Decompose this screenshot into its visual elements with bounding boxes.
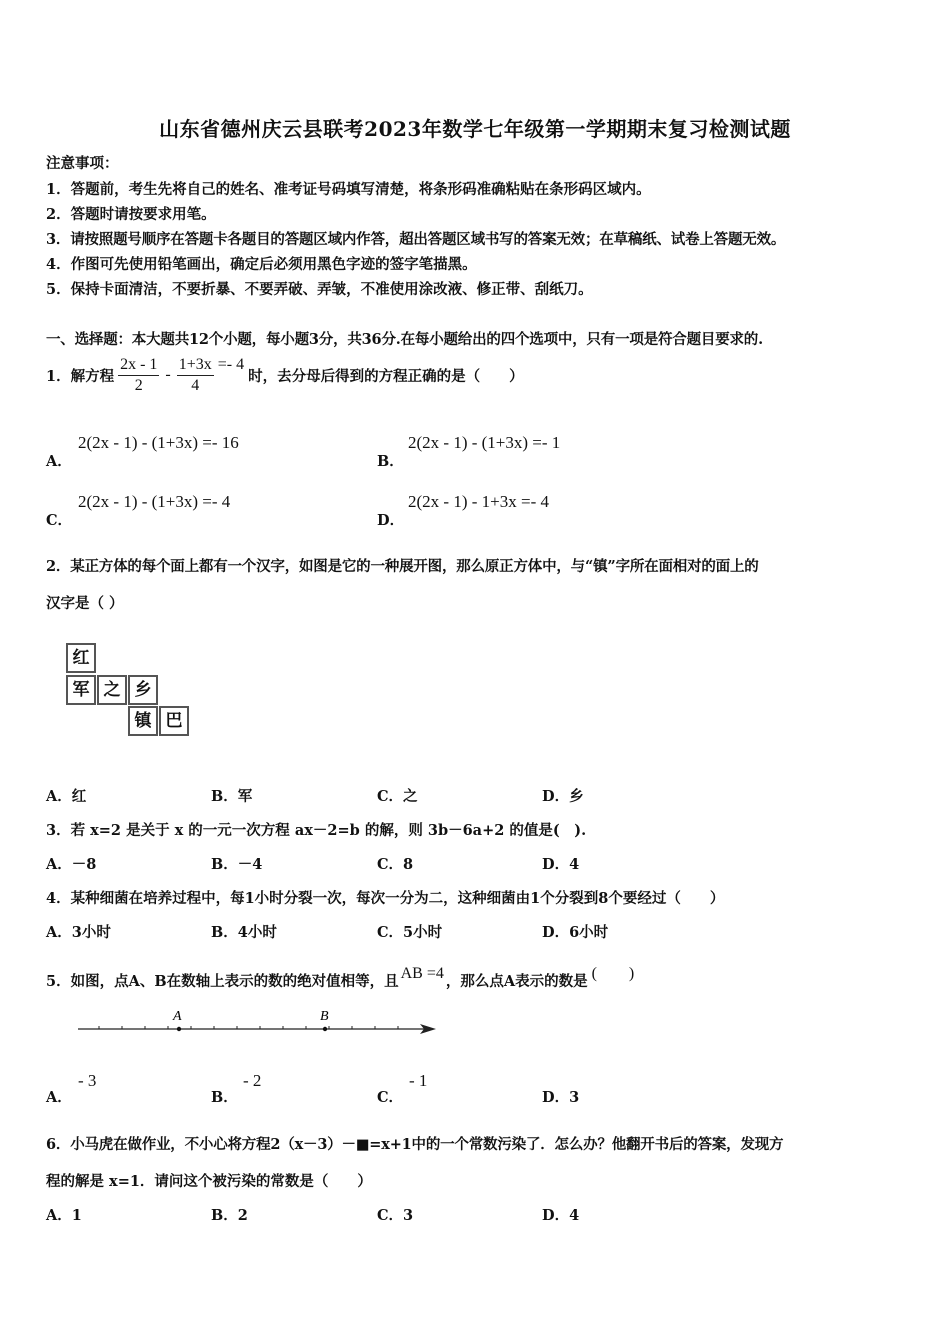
q1-option-a[interactable]: 2(2x - 1) - (1+3x) =- 16	[78, 433, 239, 452]
q1-fraction-1	[118, 355, 159, 396]
q3-option-b[interactable]: B．－4	[211, 856, 263, 873]
q1-prefix: 1．解方程	[46, 367, 115, 385]
q3-option-c[interactable]: C．8	[377, 856, 414, 873]
q3-option-a[interactable]: A．－8	[46, 856, 97, 873]
note-item: 5．保持卡面清洁，不要折暴、不要弄破、弄皱，不准使用涂改液、修正带、刮纸刀。	[46, 281, 593, 298]
q1-option-b-label[interactable]: B．	[377, 453, 404, 470]
number-line-figure	[70, 1000, 450, 1045]
question-5	[46, 965, 635, 991]
q1-option-c-label[interactable]: C．	[46, 512, 73, 529]
q4-option-c[interactable]: C．5小时	[377, 924, 443, 941]
q5-option-b-label[interactable]: B．	[211, 1089, 238, 1106]
q5-option-d[interactable]: D．3	[542, 1089, 580, 1106]
question-6: 6．小马虎在做作业，不小心将方程2（x－3）－■=x+1中的一个常数污染了．怎么办？他翻开书后的答案，发现方	[46, 1136, 784, 1153]
q5-option-c-label[interactable]: C．	[377, 1089, 404, 1106]
question-3: 3．若 x=2 是关于 x 的一元一次方程 ax－2=b 的解，则 3b－6a+2 的值是( ).	[46, 822, 587, 839]
q4-option-b[interactable]: B．4小时	[211, 924, 277, 941]
q6-option-c[interactable]: C．3	[377, 1207, 414, 1224]
q6-option-d[interactable]: D．4	[542, 1207, 580, 1224]
q5-option-a-label[interactable]: A．	[46, 1089, 72, 1106]
q3-option-d[interactable]: D．4	[542, 856, 580, 873]
net-cell: 之	[97, 675, 127, 705]
question-1	[46, 350, 524, 400]
q1-option-d[interactable]: 2(2x - 1) - 1+3x =- 4	[408, 492, 549, 511]
note-item: 3．请按照题号顺序在答题卡各题目的答题区域内作答，超出答题区域书写的答案无效；在草稿纸、试卷上答题无效。	[46, 231, 786, 248]
q6-option-a[interactable]: A．1	[46, 1207, 82, 1224]
note-item: 1．答题前，考生先将自己的姓名、准考证号码填写清楚，将条形码准确粘贴在条形码区域内。	[46, 181, 651, 198]
q2-option-a[interactable]: A．红	[46, 788, 87, 805]
q5-option-a[interactable]: - 3	[78, 1071, 97, 1090]
q5-suffix: ，那么点A表示的数是	[445, 973, 588, 990]
q1-fraction-2	[177, 355, 214, 396]
net-cell: 乡	[128, 675, 158, 705]
q2-option-b[interactable]: B．军	[211, 788, 253, 805]
net-cell: 巴	[159, 706, 189, 736]
q5-option-c[interactable]: - 1	[409, 1071, 428, 1090]
point-b-dot	[323, 1027, 327, 1031]
question-2-cont: 汉字是（ ）	[46, 595, 124, 612]
note-item: 4．作图可先使用铅笔画出，确定后必须用黑色字迹的签字笔描黑。	[46, 256, 477, 273]
q4-option-a[interactable]: A．3小时	[46, 924, 111, 941]
q1-rhs: =- 4	[217, 356, 245, 373]
q5-formula: AB =4	[400, 965, 444, 982]
q2-option-d[interactable]: D．乡	[542, 788, 584, 805]
q5-option-b[interactable]: - 2	[243, 1071, 262, 1090]
page-title: 山东省德州庆云县联考2023年数学七年级第一学期期末复习检测试题	[159, 117, 791, 141]
q5-paren: ( )	[591, 965, 635, 982]
q1-frac1-denominator: 2	[134, 376, 143, 394]
section-heading: 一、选择题：本大题共12个小题，每小题3分，共36分.在每小题给出的四个选项中，只有一项是符合题目要求的.	[46, 331, 763, 348]
q6-option-b[interactable]: B．2	[211, 1207, 248, 1224]
q1-frac1-numerator: 2x - 1	[118, 355, 159, 376]
point-a-dot	[177, 1027, 181, 1031]
q1-suffix: 时，去分母后得到的方程正确的是（ ）	[248, 367, 524, 385]
question-2: 2．某正方体的每个面上都有一个汉字，如图是它的一种展开图，那么原正方体中，与“镇”字所在面相对的面上的	[46, 558, 759, 575]
q1-frac2-numerator: 1+3x	[177, 355, 214, 376]
point-a-label: A	[173, 1009, 182, 1024]
q1-minus: -	[165, 366, 171, 383]
q1-option-b[interactable]: 2(2x - 1) - (1+3x) =- 1	[408, 433, 561, 452]
q1-frac2-denominator: 4	[191, 376, 200, 394]
question-6-cont: 程的解是 x=1．请问这个被污染的常数是（ ）	[46, 1173, 372, 1190]
q2-option-c[interactable]: C．之	[377, 788, 418, 805]
note-item: 2．答题时请按要求用笔。	[46, 206, 216, 223]
q5-prefix: 5．如图，点A、B在数轴上表示的数的绝对值相等，且	[46, 973, 399, 990]
notes-heading: 注意事项：	[46, 155, 119, 172]
net-cell: 红	[66, 643, 96, 673]
net-cell: 镇	[128, 706, 158, 736]
point-b-label: B	[320, 1009, 329, 1024]
q1-option-c[interactable]: 2(2x - 1) - (1+3x) =- 4	[78, 492, 231, 511]
q4-option-d[interactable]: D．6小时	[542, 924, 609, 941]
q1-option-a-label[interactable]: A．	[46, 453, 72, 470]
net-cell: 军	[66, 675, 96, 705]
question-4: 4．某种细菌在培养过程中，每1小时分裂一次，每次一分为二，这种细菌由1个分裂到8个要经过（ ）	[46, 890, 725, 907]
q1-option-d-label[interactable]: D．	[377, 512, 405, 529]
